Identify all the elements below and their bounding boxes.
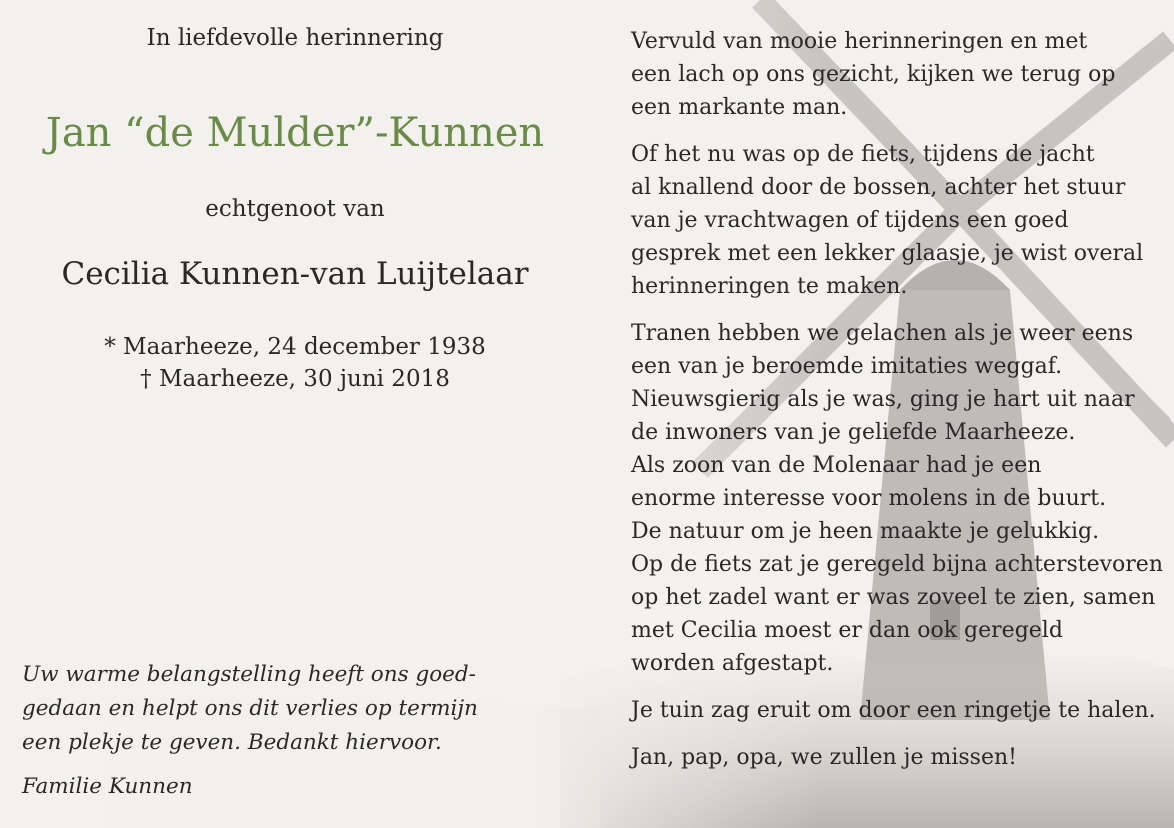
poem-line: herinneringen te maken.: [631, 274, 908, 299]
poem-line: al knallend door de bossen, achter het stuur: [631, 175, 1126, 200]
poem-line: Vervuld van mooie herinneringen en met: [631, 29, 1088, 54]
poem-paragraph: [631, 138, 1161, 303]
poem-line: Of het nu was op de fiets, tijdens de jacht: [631, 142, 1095, 167]
poem-line: een van je beroemde imitaties weggaf.: [631, 354, 1063, 379]
intro-text: In liefdevolle herinnering: [146, 25, 444, 51]
poem-line: een markante man.: [631, 95, 848, 120]
poem-paragraph: [631, 317, 1161, 680]
family-signature: Familie Kunnen: [22, 774, 193, 799]
poem-line: gesprek met een lekker glaasje, je wist overal: [631, 241, 1144, 266]
poem-paragraph: [631, 694, 1161, 727]
poem-line: worden afgestapt.: [631, 651, 834, 676]
poem-line: Op de fiets zat je geregeld bijna achterstevoren: [631, 552, 1163, 577]
spouse-name: Cecilia Kunnen-van Luijtelaar: [61, 256, 529, 292]
poem-panel: [631, 25, 1161, 788]
poem-line: enorme interesse voor molens in de buurt.: [631, 486, 1107, 511]
poem-line: Jan, pap, opa, we zullen je missen!: [631, 745, 1017, 770]
poem-line: van je vrachtwagen of tijdens een goed: [631, 208, 1069, 233]
poem-paragraph: [631, 741, 1161, 774]
thanks-line: een plekje te geven. Bedankt hiervoor.: [22, 730, 442, 755]
thanks-message: [22, 658, 542, 760]
birth-line: * Maarheeze, 24 december 1938: [104, 334, 486, 360]
thanks-line: gedaan en helpt ons dit verlies op termijn: [22, 696, 478, 721]
spouse-label: echtgenoot van: [205, 196, 385, 222]
poem-line: de inwoners van je geliefde Maarheeze.: [631, 420, 1076, 445]
death-line: † Maarheeze, 30 juni 2018: [140, 366, 450, 392]
poem-line: Nieuwsgierig als je was, ging je hart uit naar: [631, 387, 1135, 412]
thanks-line: Uw warme belangstelling heeft ons goed-: [22, 662, 476, 687]
poem-line: De natuur om je heen maakte je gelukkig.: [631, 519, 1100, 544]
poem-line: Tranen hebben we gelachen als je weer eens: [631, 321, 1134, 346]
deceased-name: Jan “de Mulder”-Kunnen: [45, 110, 545, 156]
poem-line: Je tuin zag eruit om door een ringetje te halen.: [631, 698, 1156, 723]
poem-line: met Cecilia moest er dan ook geregeld: [631, 618, 1063, 643]
poem-line: een lach op ons gezicht, kijken we terug op: [631, 62, 1116, 87]
poem-paragraph: [631, 25, 1161, 124]
poem-line: Als zoon van de Molenaar had je een: [631, 453, 1042, 478]
poem-line: op het zadel want er was zoveel te zien, samen: [631, 585, 1156, 610]
